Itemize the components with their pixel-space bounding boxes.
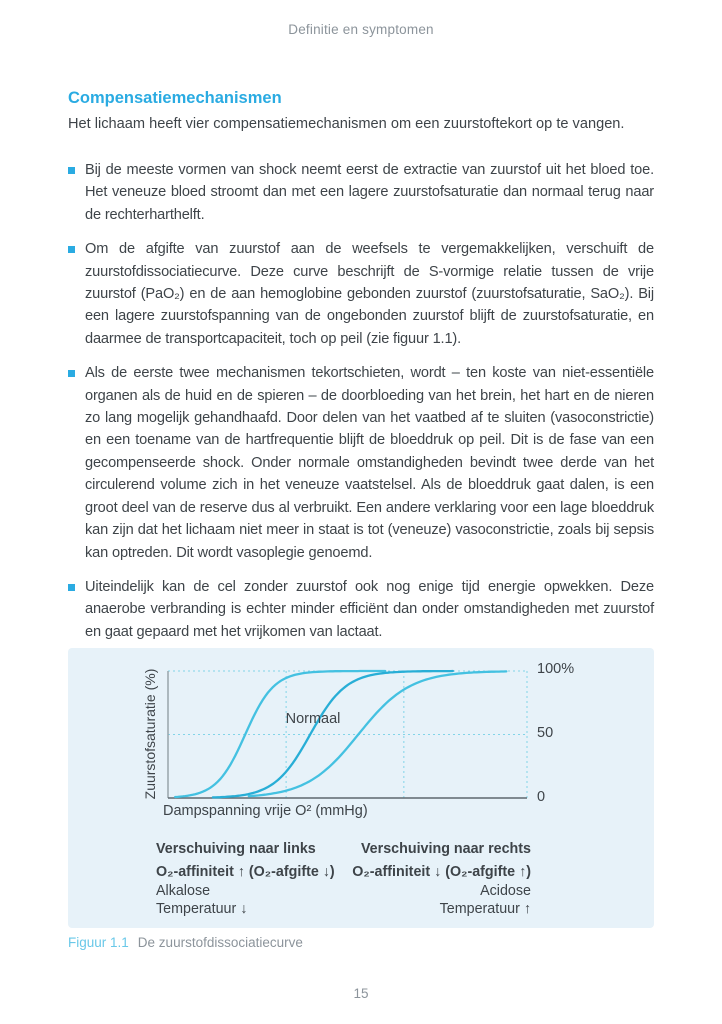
bullet-square-icon xyxy=(68,370,75,377)
shift-right-row: Temperatuur ↑ xyxy=(439,901,531,917)
figure-caption-label: Figuur 1.1 xyxy=(68,935,129,950)
bullet-text: Uiteindelijk kan de cel zonder zuurstof ook nog enige tijd energie opwekken. Deze anaerobe verbranding is echter minder efficiënt dan onder omstandigheden met zuurstof en gaat gepaard met het vrijkomen van lactaat. xyxy=(85,578,654,640)
gridlines xyxy=(168,671,527,798)
bullet-square-icon xyxy=(68,167,75,174)
bullet-text: Om de afgifte van zuurstof aan de weefsels te vergemakkelijken, verschuift de zuurstofdissociatiecurve. Deze curve beschrijft de S-vormige relatie tussen de vrije zuurstof (PaO₂) en de aan hemoglobine gebonden zuurstof (zuurstofsaturatie, SaO₂). Bij een lagere zuurstofspanning van de ongebonden zuurstof blijft de zuurstofsaturatie, en daarmee de transportcapaciteit, toch op peil (zie figuur 1.1). xyxy=(85,241,654,347)
y-tick-100: 100% xyxy=(537,661,575,677)
shift-left-row: Temperatuur ↓ xyxy=(156,901,248,917)
curve-verschuiving-naar-rechts xyxy=(249,671,507,796)
bullet-text: Als de eerste twee mechanismen tekortschieten, wordt – ten koste van niet-essentiële organen als de huid en de spieren – de doorbloeding van het brein, het hart en de nieren zo lang mogelijk gehandhaafd. Door delen van het vaatbed af te sluiten (vasoconstrictie) en een toename van de hartfrequentie blijft de bloeddruk op peil. Dit is de fase van een gecompenseerde shock. Onder normale omstandigheden bevindt twee derde van het circulerend volume zich in het veneuze vaatstelsel. Als de bloeddruk gaat dalen, is een groot deel van de reserve dus al verbruikt. Een andere verklaring voor een lage bloeddruk kan zijn dat het lichaam niet meer in staat is tot (veneuze) vasoconstrictie, zoals bij sepsis kan optreden. Dit wordt vasoplegie genoemd. xyxy=(85,365,654,561)
y-tick-0: 0 xyxy=(537,789,546,805)
bullet-item xyxy=(68,576,654,643)
x-axis-label: Dampspanning vrije O² (mmHg) xyxy=(163,803,368,819)
figure-caption xyxy=(68,935,303,950)
section-intro: Het lichaam heeft vier compensatiemechanismen om een zuurstoftekort op te vangen. xyxy=(68,116,625,132)
figure-box xyxy=(68,648,654,928)
section-title: Compensatiemechanismen xyxy=(68,89,282,107)
figure-caption-text: De zuurstofdissociatiecurve xyxy=(137,935,303,950)
bullet-item xyxy=(68,238,654,350)
bullet-square-icon xyxy=(68,584,75,591)
bullet-item xyxy=(68,362,654,564)
main-content xyxy=(68,0,654,655)
shift-left-column xyxy=(156,841,335,918)
shift-left-affinity: O₂-affiniteit ↑ (O₂-afgifte ↓) xyxy=(156,864,335,880)
bullet-list xyxy=(68,159,654,643)
curve-annotation-normaal: Normaal xyxy=(285,711,341,727)
shift-right-title: Verschuiving naar rechts xyxy=(360,841,531,857)
page-number: 15 xyxy=(353,986,369,1001)
bullet-square-icon xyxy=(68,246,75,253)
bullet-text: Bij de meeste vormen van shock neemt eerst de extractie van zuurstof uit het bloed toe. Het veneuze bloed stroomt dan met een lagere zuurstofsaturatie dan normaal terug naar de rechterharthelft. xyxy=(85,162,654,223)
shift-right-row: Acidose xyxy=(480,883,531,899)
shift-right-column xyxy=(352,841,531,918)
shift-right-affinity: O₂-affiniteit ↓ (O₂-afgifte ↑) xyxy=(352,864,531,880)
shift-left-title: Verschuiving naar links xyxy=(156,841,316,857)
bullet-item xyxy=(68,159,654,226)
y-tick-50: 50 xyxy=(537,725,554,741)
y-axis-label: Zuurstofsaturatie (%) xyxy=(142,668,158,800)
shift-left-row: Alkalose xyxy=(156,883,211,899)
running-header: Definitie en symptomen xyxy=(288,22,434,37)
